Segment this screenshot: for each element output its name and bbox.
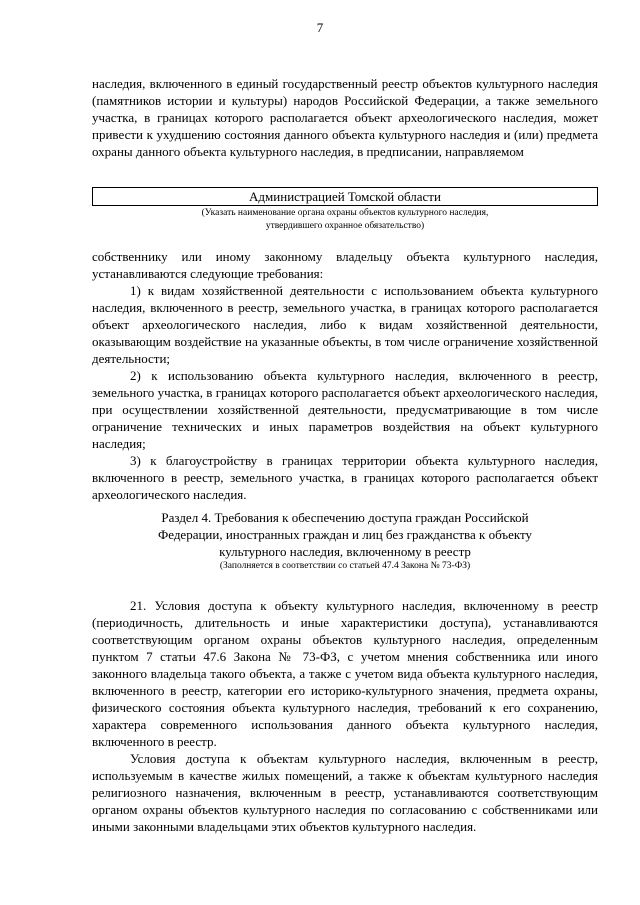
access-conditions-paragraph: Условия доступа к объектам культурного наследия, включенным в реестр, используемым в качестве жилых помещений, а также к объектам культурного наследия религиозного назначения, включенным в реестр, устанавливаются соответствующим органом охраны объектов культурного наследия по согласованию с собственниками или иными законными владельцами этих объектов культурного наследия. — [92, 751, 598, 834]
requirement-item-2: 2) к использованию объекта культурного наследия, включенного в реестр, земельного участка, в границах которого располагается объект археологического наследия, при осуществлении хозяйственной деятельности, предусматривающие в том числе ограничение технических и иных параметров воздействия на объект культурного наследия; — [92, 368, 598, 451]
intro-paragraph: наследия, включенного в единый государственный реестр объектов культурного наследия (памятников истории и культуры) народов Российской Федерации, а также земельного участка, в границах которого располагается объект археологического наследия, может привести к ухудшению состояния данного объекта культурного наследия и (или) предмета охраны данного объекта культурного наследия, в предписании, направляемом — [92, 76, 598, 159]
requirement-item-1: 1) к видам хозяйственной деятельности с использованием объекта культурного наследия, включенного в реестр, земельного участка, в границах которого располагается объект археологического наследия, либо к видам хозяйственной деятельности, оказывающим воздействие на указанные объекты, в том числе ограничение хозяйственной деятельности; — [92, 283, 598, 366]
paragraph-21: 21. Условия доступа к объекту культурного наследия, включенному в реестр (периодичность, длительность и иные характеристики доступа), устанавливаются соответствующим органом охраны объектов культурного наследия, определенным пунктом 7 статьи 47.6 Закона № 73-ФЗ, с учетом мнения собственника или иного законного владельца такого объекта, а также с учетом вида объекта культурного наследия, включенного в реестр, категории его историко-культурного значения, предмета охраны, физического состояния объекта культурного наследия, требований к его сохранению, характера современного использования данного объекта культурного наследия, включенного в реестр. — [92, 598, 598, 749]
authority-field: Администрацией Томской области — [92, 187, 598, 206]
intro-paragraph-block — [92, 75, 598, 160]
owner-paragraph: собственнику или иному законному владельцу объекта культурного наследия, устанавливаются следующие требования: — [92, 249, 598, 281]
access-conditions-block — [92, 597, 598, 835]
requirement-item-3: 3) к благоустройству в границах территории объекта культурного наследия, включенного в реестр, земельного участка, в границах которого располагается объект археологического наследия. — [92, 453, 598, 502]
section-heading-line-3: культурного наследия, включенному в реестр — [219, 544, 471, 559]
requirements-block — [92, 248, 598, 503]
section-4-heading — [92, 509, 598, 560]
page-number: 7 — [316, 20, 324, 35]
section-heading-line-2: Федерации, иностранных граждан и лиц без гражданства к объекту — [157, 527, 533, 542]
section-4-note: (Заполняется в соответствии со статьей 47.4 Закона № 73-ФЗ) — [219, 561, 471, 571]
authority-caption-line-2: утвердившего охранное обязательство) — [265, 221, 425, 231]
section-heading-line-1: Раздел 4. Требования к обеспечению доступа граждан Российской — [161, 510, 529, 525]
authority-field-caption — [92, 207, 598, 233]
authority-caption-line-1: (Указать наименование органа охраны объектов культурного наследия, — [201, 208, 489, 218]
